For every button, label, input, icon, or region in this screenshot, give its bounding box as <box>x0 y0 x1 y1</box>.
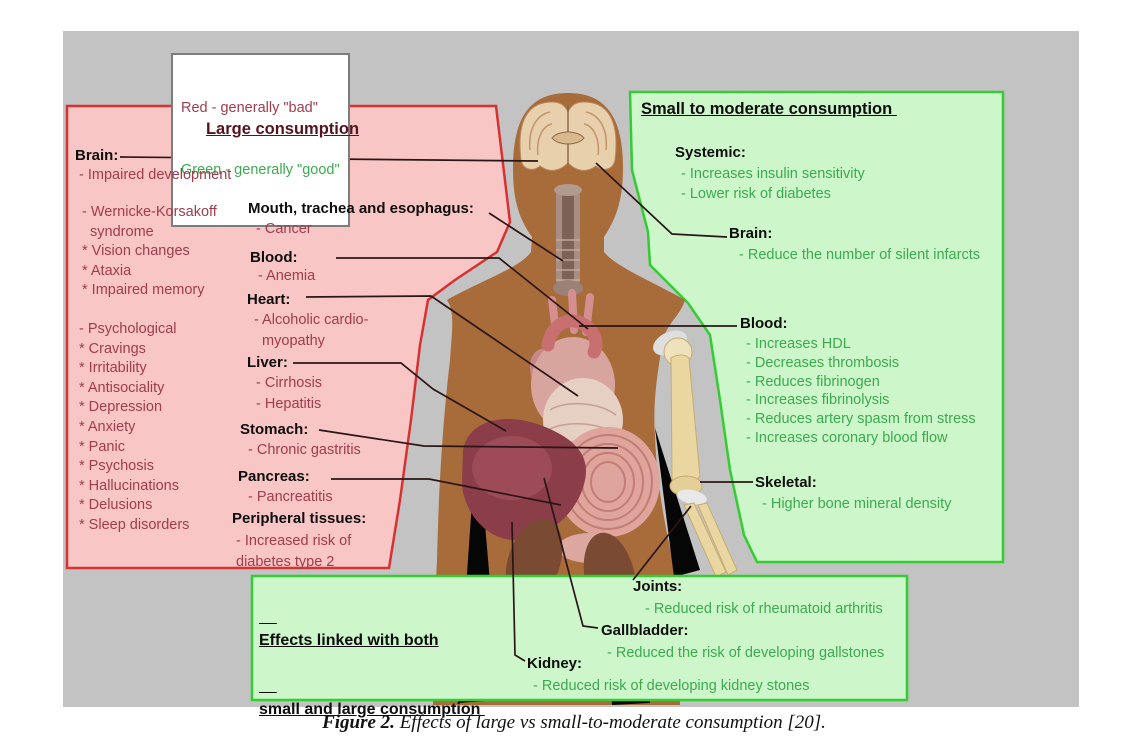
list-line: - Chronic gastritis <box>248 442 361 458</box>
heart-items <box>254 310 368 352</box>
heading-peripheral: Peripheral tissues: <box>232 510 367 527</box>
heading-brain-left: Brain: <box>75 147 119 164</box>
list-line: - Increased risk of <box>236 533 352 549</box>
peripheral-items <box>236 531 351 573</box>
list-line: * Psychosis <box>79 458 154 475</box>
list-line: * Impaired memory <box>82 282 205 299</box>
list-line: - Decreases thrombosis <box>746 354 900 371</box>
large-brain-items-1 <box>79 166 231 186</box>
skeletal-items <box>762 494 951 514</box>
trachea-illustration <box>553 184 583 296</box>
list-line: syndrome <box>82 223 154 240</box>
kidney-items <box>533 676 809 696</box>
heading-blood-left: Blood: <box>250 249 298 266</box>
mouth-items <box>256 220 312 240</box>
list-line: - Alcoholic cardio- <box>254 312 369 328</box>
list-line: - Anemia <box>258 268 316 284</box>
figure-caption-text: Effects of large vs small-to-moderate consumption [20]. <box>394 712 826 733</box>
list-line: myopathy <box>254 333 325 349</box>
both-box-title-line2: small and large consumption <box>259 701 485 718</box>
systemic-items <box>681 164 865 204</box>
heading-pancreas: Pancreas: <box>238 468 310 485</box>
list-line: - Reduced risk of developing kidney stones <box>533 678 810 694</box>
joints-items <box>645 599 883 619</box>
heading-liver: Liver: <box>247 354 288 371</box>
list-line: * Anxiety <box>79 418 136 435</box>
list-line: - Increases fibrinolysis <box>746 392 890 409</box>
heading-blood-right: Blood: <box>740 315 788 332</box>
list-line: - Increases coronary blood flow <box>746 429 948 446</box>
figure-caption <box>0 712 1148 734</box>
stomach-items <box>248 441 361 461</box>
both-box-title-line1: Effects linked with both <box>259 632 439 649</box>
list-line: * Cravings <box>79 340 146 357</box>
heading-mouth: Mouth, trachea and esophagus: <box>248 200 474 217</box>
list-line: diabetes type 2 <box>236 554 335 570</box>
list-line: - Cirrhosis <box>256 375 323 391</box>
list-line: - Psychological <box>79 321 177 337</box>
heading-joints: Joints: <box>633 578 683 595</box>
blood-right-items <box>746 335 976 448</box>
list-line: - Reduces artery spasm from stress <box>746 411 976 428</box>
list-line: - Wernicke-Korsakoff <box>82 204 217 220</box>
list-line: - Reduced the risk of developing gallstones <box>607 645 885 661</box>
list-line: * Vision changes <box>82 243 190 260</box>
list-line: - Increases HDL <box>746 336 851 352</box>
heading-systemic: Systemic: <box>675 144 746 161</box>
list-line: - Higher bone mineral density <box>762 496 952 512</box>
list-line: - Lower risk of diabetes <box>681 186 831 202</box>
list-line: * Hallucinations <box>79 477 179 494</box>
heading-kidney: Kidney: <box>527 655 583 672</box>
heading-heart: Heart: <box>247 291 291 308</box>
list-line: * Sleep disorders <box>79 516 190 533</box>
list-line: - Cancer <box>256 221 312 237</box>
list-line: * Panic <box>79 438 125 455</box>
legend-bad-line: Red - generally "bad" <box>181 100 318 116</box>
list-line: * Delusions <box>79 497 153 514</box>
list-line: - Reduced risk of rheumatoid arthritis <box>645 601 883 617</box>
brain-right-items <box>739 245 980 265</box>
liver-items <box>256 373 322 415</box>
legend-good-line: Green - generally "good" <box>181 161 340 178</box>
heading-gallbladder: Gallbladder: <box>601 622 689 639</box>
list-line: - Reduces fibrinogen <box>746 373 880 390</box>
gallbladder-items <box>607 643 884 663</box>
list-line: * Antisociality <box>79 379 165 396</box>
pancreas-items <box>248 488 333 508</box>
list-line: - Increases insulin sensitivity <box>681 166 865 182</box>
heading-stomach: Stomach: <box>240 421 309 438</box>
list-line: - Reduce the number of silent infarcts <box>739 247 980 263</box>
list-line: - Hepatitis <box>256 396 322 412</box>
large-brain-items-2 <box>82 203 217 301</box>
moderate-box-title: Small to moderate consumption <box>641 100 897 118</box>
heading-skeletal: Skeletal: <box>755 474 817 491</box>
list-line: - Impaired development <box>79 167 232 183</box>
heading-brain-right: Brain: <box>729 225 773 242</box>
large-box-title: Large consumption <box>205 120 360 138</box>
figure-caption-label: Figure 2. <box>322 712 395 733</box>
list-line: * Ataxia <box>82 262 132 279</box>
list-line: * Irritability <box>79 360 147 377</box>
blood-left-items <box>258 267 315 287</box>
large-brain-items-3 <box>79 320 189 536</box>
list-line: - Pancreatitis <box>248 489 333 505</box>
list-line: * Depression <box>79 399 163 416</box>
